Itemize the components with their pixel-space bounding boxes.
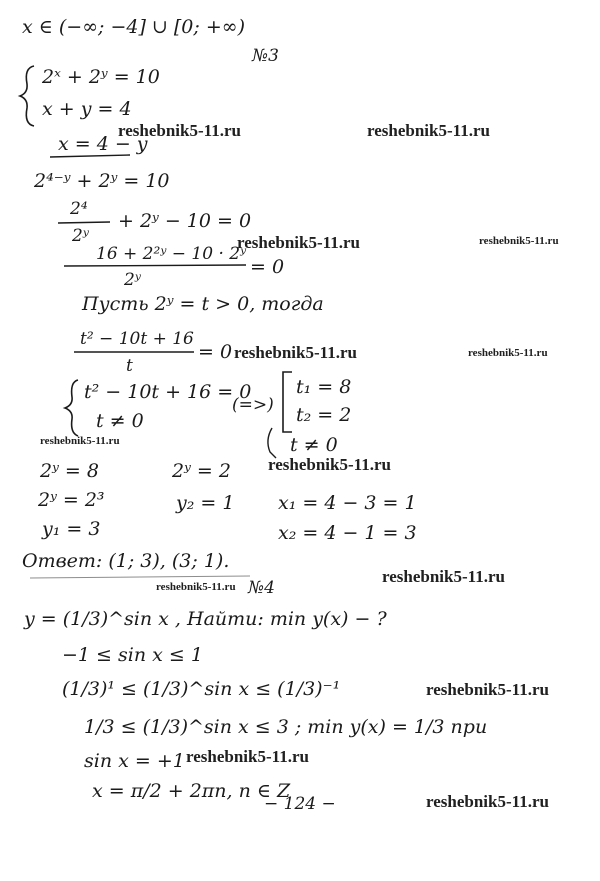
fraction2-rest: = 0 xyxy=(250,256,285,278)
system3-root1: t₁ = 8 xyxy=(296,376,352,398)
watermark: reshebnik5-11.ru xyxy=(479,235,559,247)
problem-number-4: №4 xyxy=(248,578,275,598)
system1-equation2: x + y = 4 xyxy=(42,98,132,120)
watermark: reshebnik5-11.ru xyxy=(426,792,549,811)
watermark: reshebnik5-11.ru xyxy=(237,233,360,252)
solution-a-step1: 2ʸ = 8 xyxy=(40,460,99,482)
answer-underline xyxy=(30,576,250,578)
system3-root2: t₂ = 2 xyxy=(296,404,352,426)
page-number: − 124 − xyxy=(264,794,336,814)
system-brace-3b xyxy=(268,428,276,458)
substitution-line: 2⁴⁻ʸ + 2ʸ = 10 xyxy=(34,170,170,192)
problem4-sine-bounds: −1 ≤ sin x ≤ 1 xyxy=(62,644,203,666)
solution-b-result: y₂ = 1 xyxy=(176,492,235,514)
answer-line: Ответ: (1; 3), (3; 1). xyxy=(22,550,230,572)
watermark: reshebnik5-11.ru xyxy=(382,567,505,586)
problem4-condition: sin x = +1 xyxy=(84,750,185,772)
fraction1-denominator: 2ʸ xyxy=(72,226,89,246)
watermark: reshebnik5-11.ru xyxy=(468,347,548,359)
problem4-minimum: 1/3 ≤ (1/3)^sin x ≤ 3 ; min y(x) = 1/3 при xyxy=(84,716,488,738)
problem-number-3: №3 xyxy=(252,46,279,66)
system1-equation1: 2ˣ + 2ʸ = 10 xyxy=(42,66,160,88)
fraction3-denominator: t xyxy=(126,356,133,376)
system2-equation2: t ≠ 0 xyxy=(96,410,144,432)
domain-line: x ∈ (−∞; −4] ∪ [0; +∞) xyxy=(22,16,245,38)
fraction3-rest: = 0 xyxy=(198,341,233,363)
fraction3-numerator: t² − 10t + 16 xyxy=(80,329,194,349)
watermark: reshebnik5-11.ru xyxy=(156,581,236,593)
watermark: reshebnik5-11.ru xyxy=(186,747,309,766)
watermark: reshebnik5-11.ru xyxy=(268,455,391,474)
watermark: reshebnik5-11.ru xyxy=(367,121,490,140)
substitution-note: Пусть 2ʸ = t > 0, тогда xyxy=(82,293,324,315)
problem4-statement: y = (1/3)^sin x , Найти: min y(x) − ? xyxy=(24,608,387,630)
system-brace-1 xyxy=(20,66,34,126)
solution-a-result: y₁ = 3 xyxy=(42,518,101,540)
solution-x1: x₁ = 4 − 3 = 1 xyxy=(278,492,417,514)
system-brace-2 xyxy=(65,380,78,436)
system2-equation1: t² − 10t + 16 = 0 xyxy=(84,381,252,403)
system3-restriction: t ≠ 0 xyxy=(290,434,338,456)
fraction-bar-1 xyxy=(58,222,110,223)
fraction2-denominator: 2ʸ xyxy=(124,270,141,290)
watermark: reshebnik5-11.ru xyxy=(118,121,241,140)
solution-b-step1: 2ʸ = 2 xyxy=(172,460,231,482)
equivalence-arrow: (=>) xyxy=(232,395,274,415)
solution-a-step2: 2ʸ = 2³ xyxy=(38,489,105,511)
watermark: reshebnik5-11.ru xyxy=(234,343,357,362)
fraction1-rest: + 2ʸ − 10 = 0 xyxy=(118,210,252,232)
solution-x2: x₂ = 4 − 1 = 3 xyxy=(278,522,417,544)
substitution-underline xyxy=(50,155,130,157)
fraction-bar-2 xyxy=(64,265,246,266)
x-expression: x = 4 − y xyxy=(58,133,148,155)
watermark: reshebnik5-11.ru xyxy=(40,435,120,447)
fraction1-numerator: 2⁴ xyxy=(70,199,88,219)
watermark: reshebnik5-11.ru xyxy=(426,680,549,699)
fraction2-numerator: 16 + 2²ʸ − 10 · 2ʸ xyxy=(96,244,247,264)
problem4-exponent-bounds: (1/3)¹ ≤ (1/3)^sin x ≤ (1/3)⁻¹ xyxy=(62,678,341,700)
problem4-solution: x = π/2 + 2πn, n ∈ Z xyxy=(92,780,291,802)
system-brace-3 xyxy=(283,372,292,432)
